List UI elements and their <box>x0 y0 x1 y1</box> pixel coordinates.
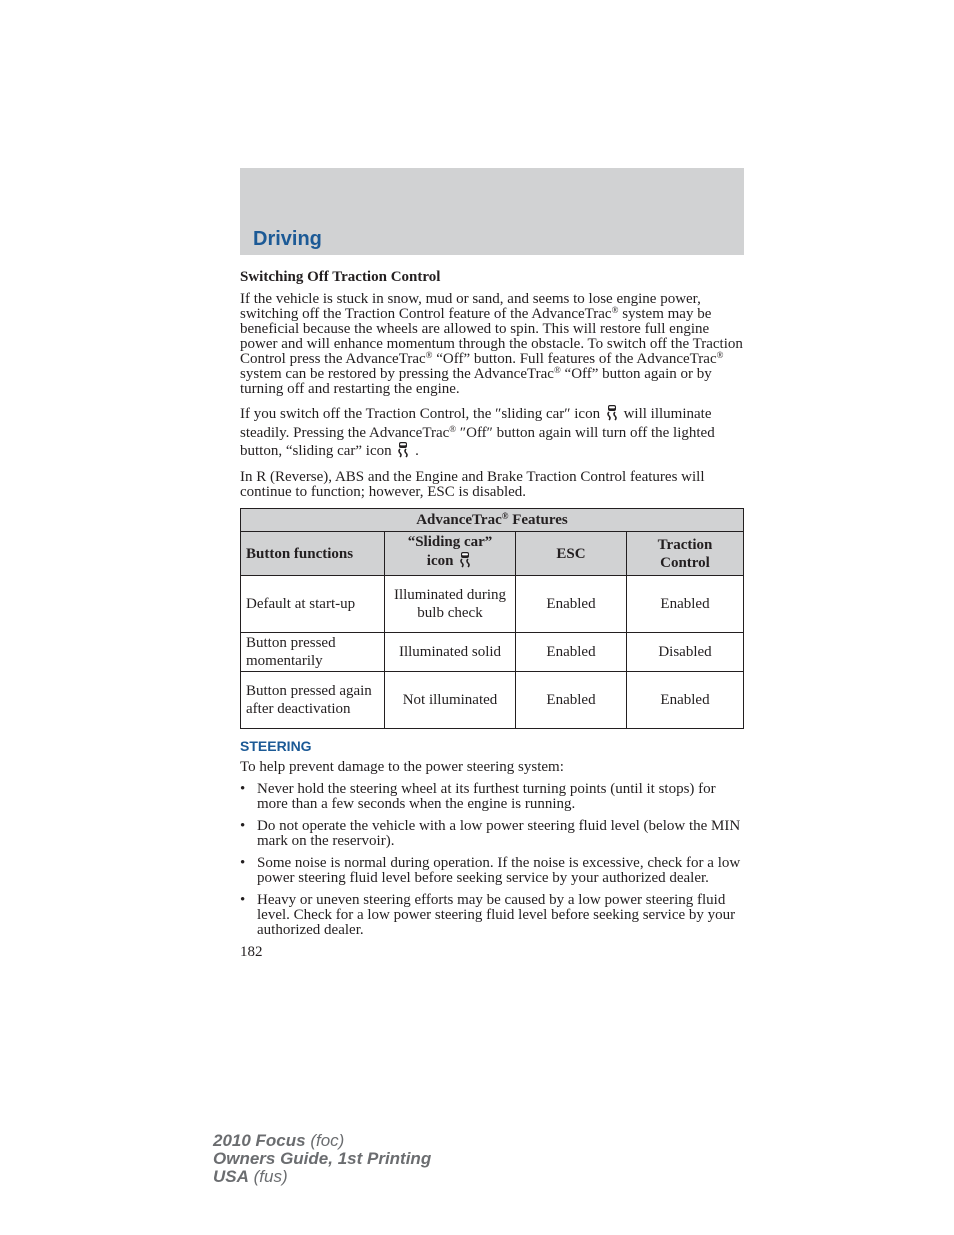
list-item: • Some noise is normal during operation. If the noise is excessive, check for a low power steering fluid level before seeking service by your authorized dealer. <box>240 855 741 886</box>
table-caption: AdvanceTrac® Features <box>241 509 744 532</box>
table-cell: Enabled <box>516 672 627 729</box>
column-header-button-functions: Button functions <box>241 532 385 576</box>
sliding-car-icon <box>606 404 618 426</box>
footer-line-model: 2010 Focus (foc) <box>213 1131 345 1150</box>
table-cell: Illuminated solid <box>385 633 516 672</box>
paragraph-sliding-car: If you switch off the Traction Control, the ″sliding car″ icon will illuminate steadily. Pressing the AdvanceTrac® ″Off″ button again will turn off the lighted button, “sliding car” icon . <box>240 404 744 463</box>
steering-heading: STEERING <box>240 738 312 754</box>
list-item: • Never hold the steering wheel at its furthest turning points (until it stops) for more than a few seconds when the engine is running. <box>240 781 716 812</box>
footer-imprint <box>213 1132 431 1186</box>
column-header-traction-control: Traction Control <box>627 532 744 576</box>
footer-line-region: USA (fus) <box>213 1167 288 1186</box>
page-number: 182 <box>240 944 263 960</box>
table-row <box>241 633 744 672</box>
table-cell: Enabled <box>627 576 744 633</box>
page-content <box>240 268 744 960</box>
sliding-car-icon <box>397 441 409 463</box>
paragraph-reverse: In R (Reverse), ABS and the Engine and Brake Traction Control features will continue to function; however, ESC is disabled. <box>240 469 705 500</box>
steering-intro: To help prevent damage to the power steering system: <box>240 759 564 775</box>
subsection-heading: Switching Off Traction Control <box>240 269 441 285</box>
table-cell: Button pressed again after deactivation <box>241 672 385 729</box>
table-cell: Illuminated during bulb check <box>385 576 516 633</box>
paragraph-switching-off: If the vehicle is stuck in snow, mud or sand, and seems to lose engine power, switching off the Traction Control feature of the AdvanceTrac® system may be beneficial because the wheels are allowed to spin. This will restore full engine power and will enhance momentum through the obstacle. To switch off the Traction Control press the AdvanceTrac® “Off” button. Full features of the AdvanceTrac® system can be restored by pressing the AdvanceTrac® “Off” button again or by turning off and restarting the engine. <box>240 291 743 397</box>
section-title: Driving <box>253 228 322 250</box>
table-row <box>241 576 744 633</box>
bullet-marker: • <box>240 855 246 871</box>
footer-line-guide: Owners Guide, 1st Printing <box>213 1149 432 1168</box>
table-cell: Default at start-up <box>241 576 385 633</box>
bullet-marker: • <box>240 781 246 797</box>
steering-bullet-list <box>240 782 744 938</box>
table-cell: Not illuminated <box>385 672 516 729</box>
advancetrac-features-table <box>240 508 744 729</box>
table-cell: Button pressed momentarily <box>241 633 385 672</box>
list-item: • Heavy or uneven steering efforts may be caused by a low power steering fluid level. Check for a low power steering fluid level before seeking service by your authorized dealer. <box>240 892 736 938</box>
table-row <box>241 672 744 729</box>
bullet-marker: • <box>240 892 246 908</box>
table-cell: Enabled <box>516 633 627 672</box>
table-cell: Enabled <box>516 576 627 633</box>
table-cell: Disabled <box>627 633 744 672</box>
table-cell: Enabled <box>627 672 744 729</box>
column-header-esc: ESC <box>516 532 627 576</box>
sliding-car-icon <box>459 551 471 574</box>
list-item: • Do not operate the vehicle with a low power steering fluid level (below the MIN mark on the reservoir). <box>240 818 741 849</box>
column-header-sliding-car: “Sliding car” icon <box>385 532 516 576</box>
bullet-marker: • <box>240 818 246 834</box>
